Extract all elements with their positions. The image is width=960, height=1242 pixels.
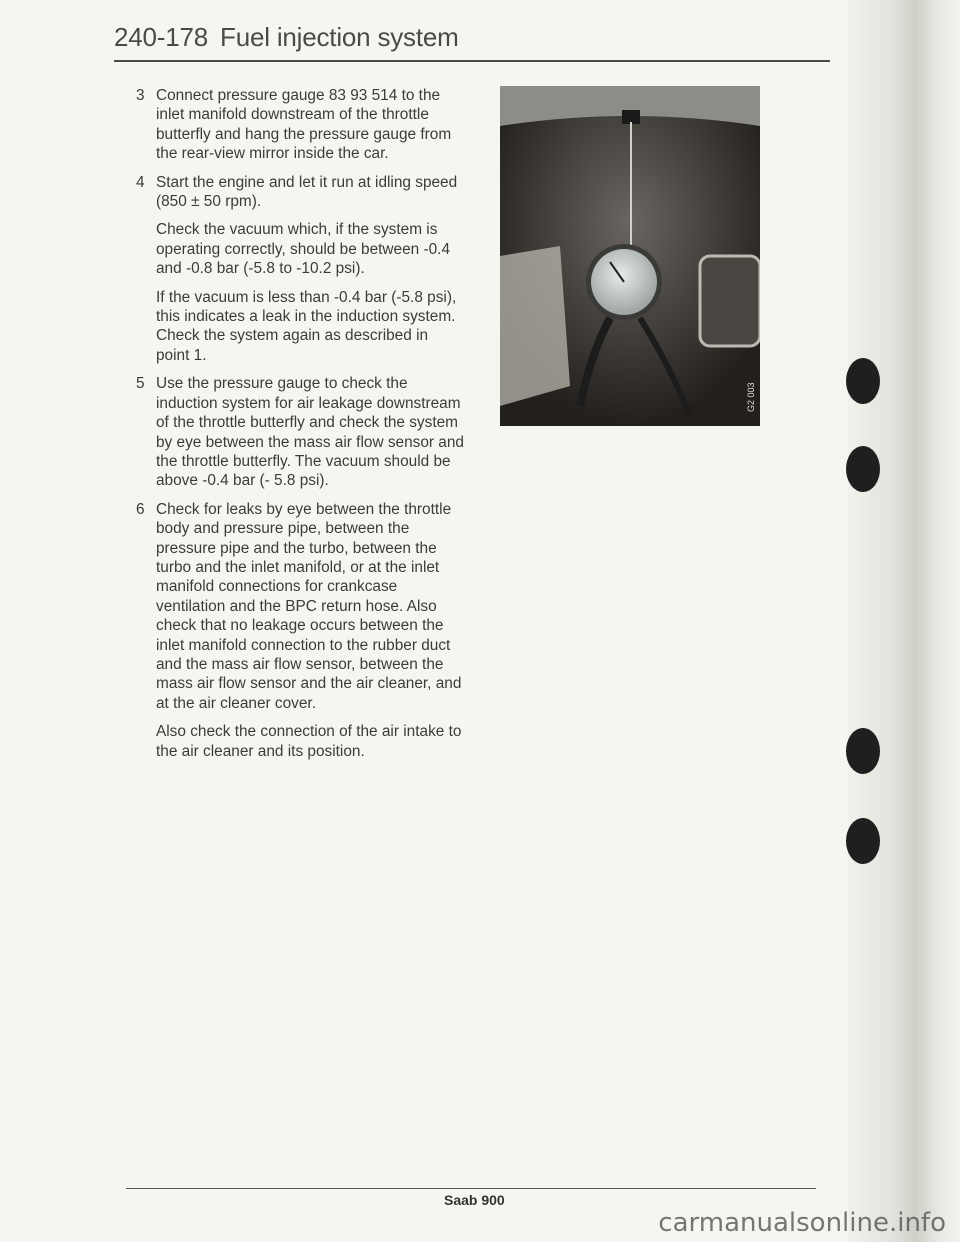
step-5 bbox=[136, 374, 464, 490]
figure-code: G2 003 bbox=[746, 382, 756, 412]
footer-rule bbox=[126, 1188, 816, 1189]
thumb-index-mark bbox=[846, 818, 880, 864]
step-number: 3 bbox=[136, 87, 145, 104]
photo-illustration bbox=[500, 86, 760, 426]
header-rule bbox=[114, 60, 830, 62]
header-title-line bbox=[114, 22, 459, 53]
step-number: 5 bbox=[136, 375, 145, 393]
step-number: 4 bbox=[136, 173, 145, 191]
thumb-index-mark bbox=[846, 728, 880, 774]
watermark: carmanualsonline.info bbox=[658, 1208, 946, 1238]
step-6 bbox=[136, 500, 464, 713]
instruction-text bbox=[136, 86, 464, 770]
step-text: Start the engine and let it run at idling speed (850 ± 50 rpm). bbox=[156, 173, 458, 211]
step-4 bbox=[136, 173, 464, 212]
step-text: Connect pressure gauge 83 93 514 to the inlet manifold downstream of the throttle butterfly and hang the pressure gauge from the rear-view mirror inside the car. bbox=[156, 87, 452, 163]
step-text: Check for leaks by eye between the throttle body and pressure pipe, between the pressure pipe and the turbo, between the turbo and the inlet manifold, or at the inlet manifold connections for crankcase ventilation and the BPC return hose. Also check that no leakage occurs between the inlet manifold connection to the rubber duct and the mass air flow sensor, between the mass air flow sensor and the air cleaner, and at the air cleaner cover. bbox=[156, 500, 462, 712]
step-4-leak-paragraph: If the vacuum is less than -0.4 bar (-5.8 psi), this indicates a leak in the induction system. Check the system again as described in point 1. bbox=[156, 288, 457, 364]
pressure-gauge-photo bbox=[500, 86, 760, 426]
thumb-index-mark bbox=[846, 446, 880, 492]
page-number: 240-178 bbox=[114, 22, 209, 52]
page-edge-strip bbox=[848, 0, 960, 1242]
step-3 bbox=[136, 86, 464, 164]
step-text: Use the pressure gauge to check the induction system for air leakage downstream of the throttle butterfly and check the system by eye between the mass air flow sensor and the throttle butterfly. The vacuum should be above -0.4 bar (- 5.8 psi). bbox=[156, 375, 464, 490]
thumb-index-mark bbox=[846, 358, 880, 404]
footer-model: Saab 900 bbox=[444, 1192, 505, 1208]
section-title: Fuel injection system bbox=[220, 22, 459, 52]
step-4-check-paragraph: Check the vacuum which, if the system is operating correctly, should be between -0.4 and -0.8 bar (-5.8 to -10.2 psi). bbox=[156, 221, 451, 278]
step-6-extra-paragraph: Also check the connection of the air intake to the air cleaner and its position. bbox=[156, 723, 462, 760]
step-number: 6 bbox=[136, 500, 145, 518]
